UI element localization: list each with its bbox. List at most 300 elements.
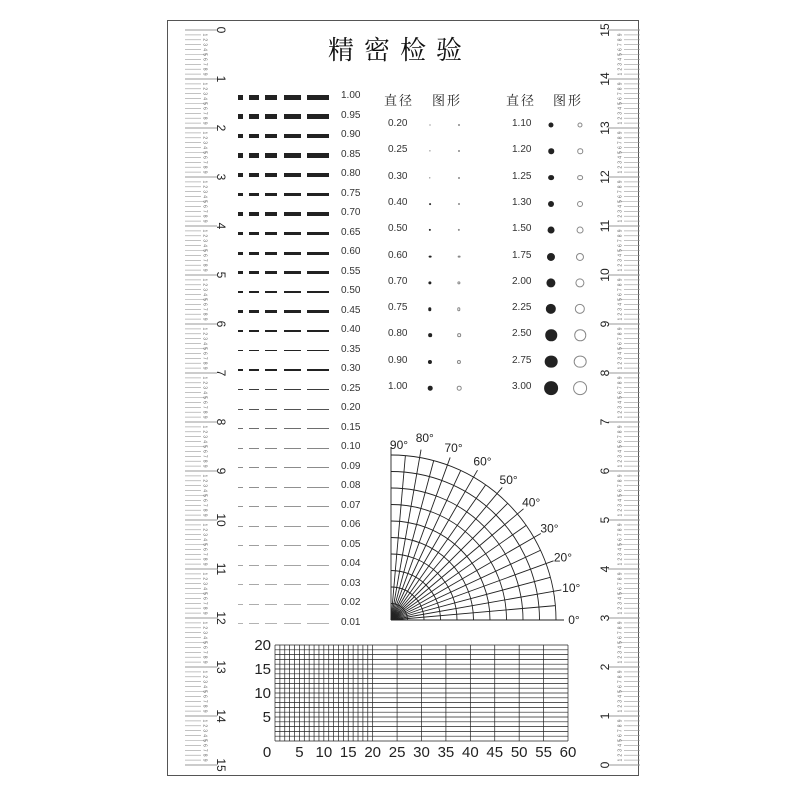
line-sample	[265, 310, 277, 312]
ruler-sub-label: 2	[617, 459, 624, 463]
ruler-sub-label: 1	[617, 121, 624, 125]
line-sample	[265, 389, 277, 390]
ruler-sub-label: 5	[617, 690, 624, 693]
filled-dot	[428, 386, 433, 391]
ruler-sub-label: 7	[617, 582, 624, 586]
ruler-sub-label: 8	[201, 67, 208, 71]
line-sample	[249, 310, 259, 312]
ruler-sub-label: 7	[201, 62, 208, 66]
ruler-sub-label: 5	[201, 543, 208, 546]
line-sample	[284, 584, 301, 585]
line-sample	[265, 369, 277, 371]
angle-label: 60°	[473, 454, 492, 469]
line-sample	[307, 409, 329, 410]
ruler-sub-label: 1	[201, 719, 208, 723]
ruler-sub-label: 3	[201, 680, 208, 684]
line-sample	[265, 232, 277, 235]
line-sample	[265, 350, 277, 352]
diameter-label: 1.30	[512, 196, 532, 208]
line-sample	[265, 114, 277, 119]
diameter-label: 1.25	[512, 170, 532, 182]
ruler-cm-label: 3	[598, 614, 613, 622]
line-sample	[249, 389, 259, 390]
ruler-sub-label: 5	[617, 739, 624, 742]
diameter-label: 1.75	[512, 249, 532, 261]
ruler-sub-label: 1	[201, 425, 208, 429]
line-width-label: 0.01	[341, 616, 361, 628]
ruler-sub-label: 4	[617, 597, 624, 600]
ruler-sub-label: 1	[617, 366, 624, 370]
ruler-sub-label: 5	[617, 298, 624, 301]
ruler-sub-label: 5	[617, 396, 624, 399]
angle-label: 50°	[499, 472, 518, 487]
line-sample	[249, 153, 259, 157]
line-sample	[284, 506, 301, 507]
line-sample	[238, 193, 243, 197]
ruler-sub-label: 8	[617, 479, 624, 483]
ruler-sub-label: 7	[201, 209, 208, 213]
ruler-sub-label: 1	[617, 758, 624, 762]
ruler-sub-label: 3	[201, 484, 208, 488]
line-sample	[238, 467, 243, 468]
line-width-label: 0.05	[341, 538, 361, 550]
line-sample	[284, 526, 301, 527]
line-sample	[249, 291, 259, 294]
ruler-sub-label: 5	[617, 151, 624, 154]
line-width-label: 1.00	[341, 90, 361, 101]
ruler-sub-label: 4	[617, 205, 624, 208]
ruler-sub-label: 6	[201, 450, 208, 453]
ruler-cm-label: 10	[213, 513, 228, 527]
line-sample	[249, 330, 259, 332]
diameter-label: 0.20	[388, 118, 408, 129]
line-sample	[307, 212, 329, 216]
ruler-sub-label: 3	[201, 288, 208, 292]
hollow-circle	[458, 203, 460, 205]
line-sample	[284, 173, 301, 177]
hollow-circle	[457, 386, 462, 391]
ruler-sub-label: 4	[201, 587, 208, 590]
ruler-sub-label: 6	[617, 538, 624, 541]
line-sample	[238, 428, 243, 429]
line-sample	[265, 330, 277, 332]
line-sample	[249, 134, 259, 139]
right-ruler	[590, 0, 650, 800]
line-sample	[284, 604, 301, 605]
ruler-sub-label: 1	[617, 660, 624, 664]
ruler-sub-label: 1	[617, 709, 624, 713]
line-sample	[307, 584, 329, 585]
ruler-sub-label: 2	[201, 675, 208, 679]
line-sample	[238, 389, 243, 390]
ruler-sub-label: 2	[617, 263, 624, 267]
ruler-sub-label: 1	[201, 523, 208, 527]
ruler-sub-label: 6	[617, 489, 624, 492]
line-sample	[249, 604, 259, 605]
ruler-cm-label: 7	[213, 369, 228, 377]
ruler-sub-label: 1	[201, 33, 208, 37]
line-sample	[307, 114, 329, 119]
line-sample	[307, 95, 329, 100]
ruler-cm-label: 4	[213, 222, 228, 230]
ruler-sub-label: 6	[201, 744, 208, 747]
ruler-sub-label: 3	[201, 141, 208, 145]
grid-x-label: 0	[262, 744, 272, 760]
angle-ray	[391, 577, 550, 620]
line-sample	[249, 95, 259, 100]
line-width-label: 0.45	[341, 304, 361, 316]
hollow-circle	[574, 330, 586, 342]
ruler-sub-label: 6	[617, 244, 624, 247]
ruler-sub-label: 3	[617, 356, 624, 360]
diameter-label: 2.00	[512, 275, 532, 287]
ruler-sub-label: 4	[617, 58, 624, 61]
grid-y-label: 20	[254, 637, 271, 654]
diameter-label: 1.10	[512, 118, 532, 129]
line-sample	[265, 604, 277, 605]
ruler-sub-label: 8	[617, 430, 624, 434]
ruler-sub-label: 2	[201, 185, 208, 189]
ruler-sub-label: 9	[201, 562, 208, 566]
line-sample	[265, 134, 277, 139]
ruler-sub-label: 8	[201, 606, 208, 610]
ruler-sub-label: 1	[617, 415, 624, 419]
ruler-cm-label: 11	[213, 562, 228, 576]
grid-x-label: 10	[315, 744, 333, 760]
line-sample	[307, 487, 329, 488]
line-sample	[307, 153, 329, 157]
hollow-circle	[577, 175, 583, 181]
line-width-label: 0.04	[341, 558, 361, 569]
line-sample	[284, 330, 301, 332]
line-sample	[284, 369, 301, 371]
grid-x-label: 5	[295, 744, 304, 760]
line-sample	[307, 173, 329, 177]
ruler-sub-label: 9	[201, 415, 208, 419]
ruler-sub-label: 9	[617, 523, 624, 527]
ruler-sub-label: 2	[201, 234, 208, 238]
ruler-sub-label: 8	[201, 116, 208, 120]
line-sample	[238, 623, 243, 624]
ruler-sub-label: 4	[617, 695, 624, 698]
grid-x-label: 15	[339, 744, 357, 760]
ruler-sub-label: 7	[201, 356, 208, 360]
hollow-circle	[577, 201, 583, 207]
ruler-sub-label: 2	[617, 508, 624, 512]
ruler-sub-label: 3	[617, 405, 624, 409]
line-sample	[238, 310, 243, 312]
ruler-sub-label: 9	[201, 660, 208, 664]
ruler-sub-label: 9	[617, 33, 624, 37]
filled-dot	[548, 149, 554, 155]
grid-y-label: 10	[254, 685, 271, 702]
ruler-sub-label: 2	[201, 479, 208, 483]
ruler-sub-label: 8	[201, 214, 208, 218]
line-width-label: 0.06	[341, 519, 361, 530]
ruler-sub-label: 2	[201, 38, 208, 42]
diameter-label: 0.40	[388, 196, 408, 208]
filled-dot	[548, 201, 554, 207]
line-sample	[307, 428, 329, 429]
line-sample	[238, 545, 243, 546]
ruler-sub-label: 5	[201, 102, 208, 105]
ruler-sub-label: 2	[617, 704, 624, 708]
diameter-label: 0.50	[388, 223, 408, 235]
ruler-sub-label: 2	[617, 557, 624, 561]
line-sample	[238, 212, 243, 216]
line-sample	[307, 604, 329, 605]
line-sample	[284, 114, 301, 119]
ruler-sub-label: 7	[617, 190, 624, 194]
ruler-cm-label: 2	[598, 663, 613, 671]
line-sample	[307, 232, 329, 235]
ruler-sub-label: 1	[201, 621, 208, 625]
ruler-sub-label: 9	[201, 611, 208, 615]
page-title: 精密检验	[327, 36, 472, 66]
diameter-label: 2.75	[512, 354, 532, 366]
diameter-label: 0.80	[388, 328, 408, 340]
line-sample	[284, 467, 301, 468]
line-sample	[284, 252, 301, 255]
ruler-sub-label: 9	[617, 621, 624, 625]
line-sample	[249, 350, 259, 352]
line-sample	[284, 193, 301, 197]
line-sample	[249, 545, 259, 546]
ruler-sub-label: 8	[201, 312, 208, 316]
ruler-sub-label: 6	[617, 48, 624, 51]
ruler-sub-label: 5	[617, 200, 624, 203]
hollow-circle	[574, 355, 587, 368]
ruler-sub-label: 7	[201, 748, 208, 752]
line-sample	[284, 545, 301, 546]
diameter-label: 2.25	[512, 302, 532, 314]
ruler-sub-label: 4	[617, 352, 624, 355]
line-width-label: 0.60	[341, 246, 361, 257]
line-width-label: 0.15	[341, 421, 361, 433]
ruler-sub-label: 9	[617, 376, 624, 380]
ruler-sub-label: 4	[201, 146, 208, 149]
ruler-sub-label: 2	[201, 283, 208, 287]
ruler-sub-label: 3	[201, 582, 208, 586]
line-sample	[265, 95, 277, 100]
ruler-sub-label: 3	[617, 748, 624, 752]
ruler-sub-label: 6	[201, 58, 208, 61]
ruler-sub-label: 5	[617, 53, 624, 56]
line-width-label: 0.25	[341, 382, 361, 394]
ruler-sub-label: 3	[617, 307, 624, 311]
ruler-sub-label: 3	[201, 239, 208, 243]
ruler-sub-label: 1	[617, 72, 624, 76]
shape-header-left: 图形	[432, 94, 463, 109]
ruler-sub-label: 6	[201, 499, 208, 502]
ruler-sub-label: 2	[201, 724, 208, 728]
ruler-sub-label: 5	[201, 494, 208, 497]
hollow-circle	[458, 150, 460, 152]
ruler-sub-label: 1	[201, 327, 208, 331]
diameter-label: 0.75	[388, 302, 408, 314]
line-sample	[265, 565, 277, 566]
line-sample	[249, 232, 259, 235]
line-sample	[284, 153, 301, 157]
ruler-sub-label: 9	[201, 72, 208, 76]
ruler-cm-label: 14	[213, 709, 228, 723]
ruler-sub-label: 4	[617, 548, 624, 551]
filled-dot	[429, 203, 431, 205]
line-sample	[249, 487, 259, 488]
line-sample	[307, 389, 329, 390]
diameter-label: 2.50	[512, 328, 532, 340]
ruler-sub-label: 8	[201, 165, 208, 169]
ruler-sub-label: 5	[201, 200, 208, 203]
ruler-sub-label: 4	[201, 244, 208, 247]
grid-x-label: 25	[388, 744, 406, 760]
line-width-label: 0.03	[341, 577, 361, 589]
grid-x-label: 20	[364, 744, 382, 760]
line-sample	[238, 526, 243, 527]
filled-dot	[547, 252, 555, 260]
ruler-cm-label: 9	[598, 320, 613, 328]
ruler-sub-label: 5	[201, 298, 208, 301]
hollow-circle	[458, 124, 460, 126]
ruler-sub-label: 8	[617, 332, 624, 336]
ruler-sub-label: 9	[617, 131, 624, 135]
ruler-sub-label: 7	[617, 239, 624, 243]
line-sample	[238, 330, 243, 332]
grid-x-label: 55	[535, 744, 552, 760]
ruler-sub-label: 8	[201, 753, 208, 757]
filled-dot	[544, 381, 558, 395]
ruler-sub-label: 7	[617, 337, 624, 341]
line-width-label: 0.09	[341, 460, 361, 472]
line-sample	[249, 467, 259, 468]
ruler-cm-label: 6	[213, 320, 228, 328]
ruler-sub-label: 7	[617, 729, 624, 733]
line-sample	[238, 95, 243, 100]
ruler-cm-label: 13	[213, 660, 228, 674]
ruler-sub-label: 2	[617, 116, 624, 120]
ruler-sub-label: 1	[617, 219, 624, 223]
line-sample	[265, 623, 277, 624]
line-width-label: 0.85	[341, 148, 361, 160]
line-sample	[284, 350, 301, 352]
line-sample	[284, 428, 301, 429]
hollow-circle	[576, 252, 584, 260]
ruler-sub-label: 7	[617, 288, 624, 292]
ruler-sub-label: 5	[617, 494, 624, 497]
ruler-sub-label: 2	[617, 67, 624, 71]
line-sample	[265, 506, 277, 507]
ruler-sub-label: 3	[617, 111, 624, 115]
ruler-sub-label: 6	[201, 107, 208, 110]
ruler-sub-label: 9	[201, 464, 208, 468]
ruler-sub-label: 7	[617, 386, 624, 390]
line-sample	[265, 584, 277, 585]
line-width-label: 0.07	[341, 499, 361, 511]
filled-dot	[430, 125, 431, 126]
ruler-sub-label: 5	[201, 347, 208, 350]
ruler-sub-label: 7	[617, 92, 624, 96]
angle-label: 70°	[444, 441, 463, 456]
line-sample	[238, 350, 243, 352]
ruler-sub-label: 8	[617, 283, 624, 287]
line-sample	[284, 310, 301, 312]
ruler-sub-label: 4	[201, 440, 208, 443]
line-sample	[307, 565, 329, 566]
ruler-sub-label: 4	[617, 303, 624, 306]
ruler-sub-label: 9	[617, 180, 624, 184]
ruler-cm-label: 13	[598, 121, 613, 135]
line-sample	[238, 448, 243, 449]
ruler-sub-label: 3	[201, 92, 208, 96]
line-sample	[249, 623, 259, 624]
diameter-label: 1.20	[512, 144, 532, 156]
line-sample	[307, 252, 329, 255]
ruler-sub-label: 5	[201, 739, 208, 742]
ruler-sub-label: 2	[617, 312, 624, 316]
ruler-sub-label: 2	[617, 410, 624, 414]
ruler-sub-label: 6	[617, 293, 624, 296]
ruler-sub-label: 6	[201, 597, 208, 600]
ruler-sub-label: 1	[617, 268, 624, 272]
line-sample	[238, 153, 243, 157]
line-sample	[284, 291, 301, 294]
ruler-sub-label: 7	[201, 258, 208, 262]
ruler-sub-label: 5	[617, 592, 624, 595]
ruler-sub-label: 8	[201, 361, 208, 365]
ruler-sub-label: 4	[617, 254, 624, 257]
line-sample	[249, 565, 259, 566]
ruler-sub-label: 4	[617, 646, 624, 649]
line-sample	[284, 565, 301, 566]
line-sample	[307, 623, 329, 624]
line-sample	[238, 584, 243, 585]
ruler-sub-label: 9	[201, 366, 208, 370]
line-width-label: 0.20	[341, 402, 361, 413]
line-sample	[249, 369, 259, 371]
ruler-sub-label: 3	[201, 43, 208, 47]
ruler-sub-label: 6	[617, 734, 624, 737]
diameter-header-left: 直径	[384, 94, 415, 109]
hollow-circle	[458, 177, 460, 179]
ruler-sub-label: 7	[201, 160, 208, 164]
grid-x-label: 30	[413, 744, 430, 760]
ruler-sub-label: 3	[617, 160, 624, 164]
ruler-sub-label: 6	[617, 146, 624, 149]
ruler-sub-label: 5	[617, 641, 624, 644]
left-ruler	[180, 0, 240, 800]
ruler-cm-label: 14	[598, 72, 613, 86]
angle-label: 90°	[389, 438, 409, 452]
ruler-sub-label: 1	[201, 572, 208, 576]
line-sample	[249, 526, 259, 527]
ruler-sub-label: 2	[201, 626, 208, 630]
line-sample	[284, 409, 301, 410]
ruler-sub-label: 4	[617, 401, 624, 404]
line-width-label: 0.35	[341, 343, 361, 355]
line-sample	[249, 271, 259, 274]
ruler-sub-label: 5	[617, 249, 624, 252]
ruler-sub-label: 1	[201, 670, 208, 674]
ruler-sub-label: 2	[201, 87, 208, 91]
ruler-sub-label: 9	[617, 425, 624, 429]
diameter-label: 0.90	[388, 354, 408, 366]
ruler-cm-label: 8	[598, 369, 613, 377]
ruler-sub-label: 5	[201, 641, 208, 644]
line-sample	[307, 134, 329, 139]
ruler-sub-label: 1	[201, 376, 208, 380]
ruler-sub-label: 7	[201, 552, 208, 556]
ruler-sub-label: 9	[201, 513, 208, 517]
